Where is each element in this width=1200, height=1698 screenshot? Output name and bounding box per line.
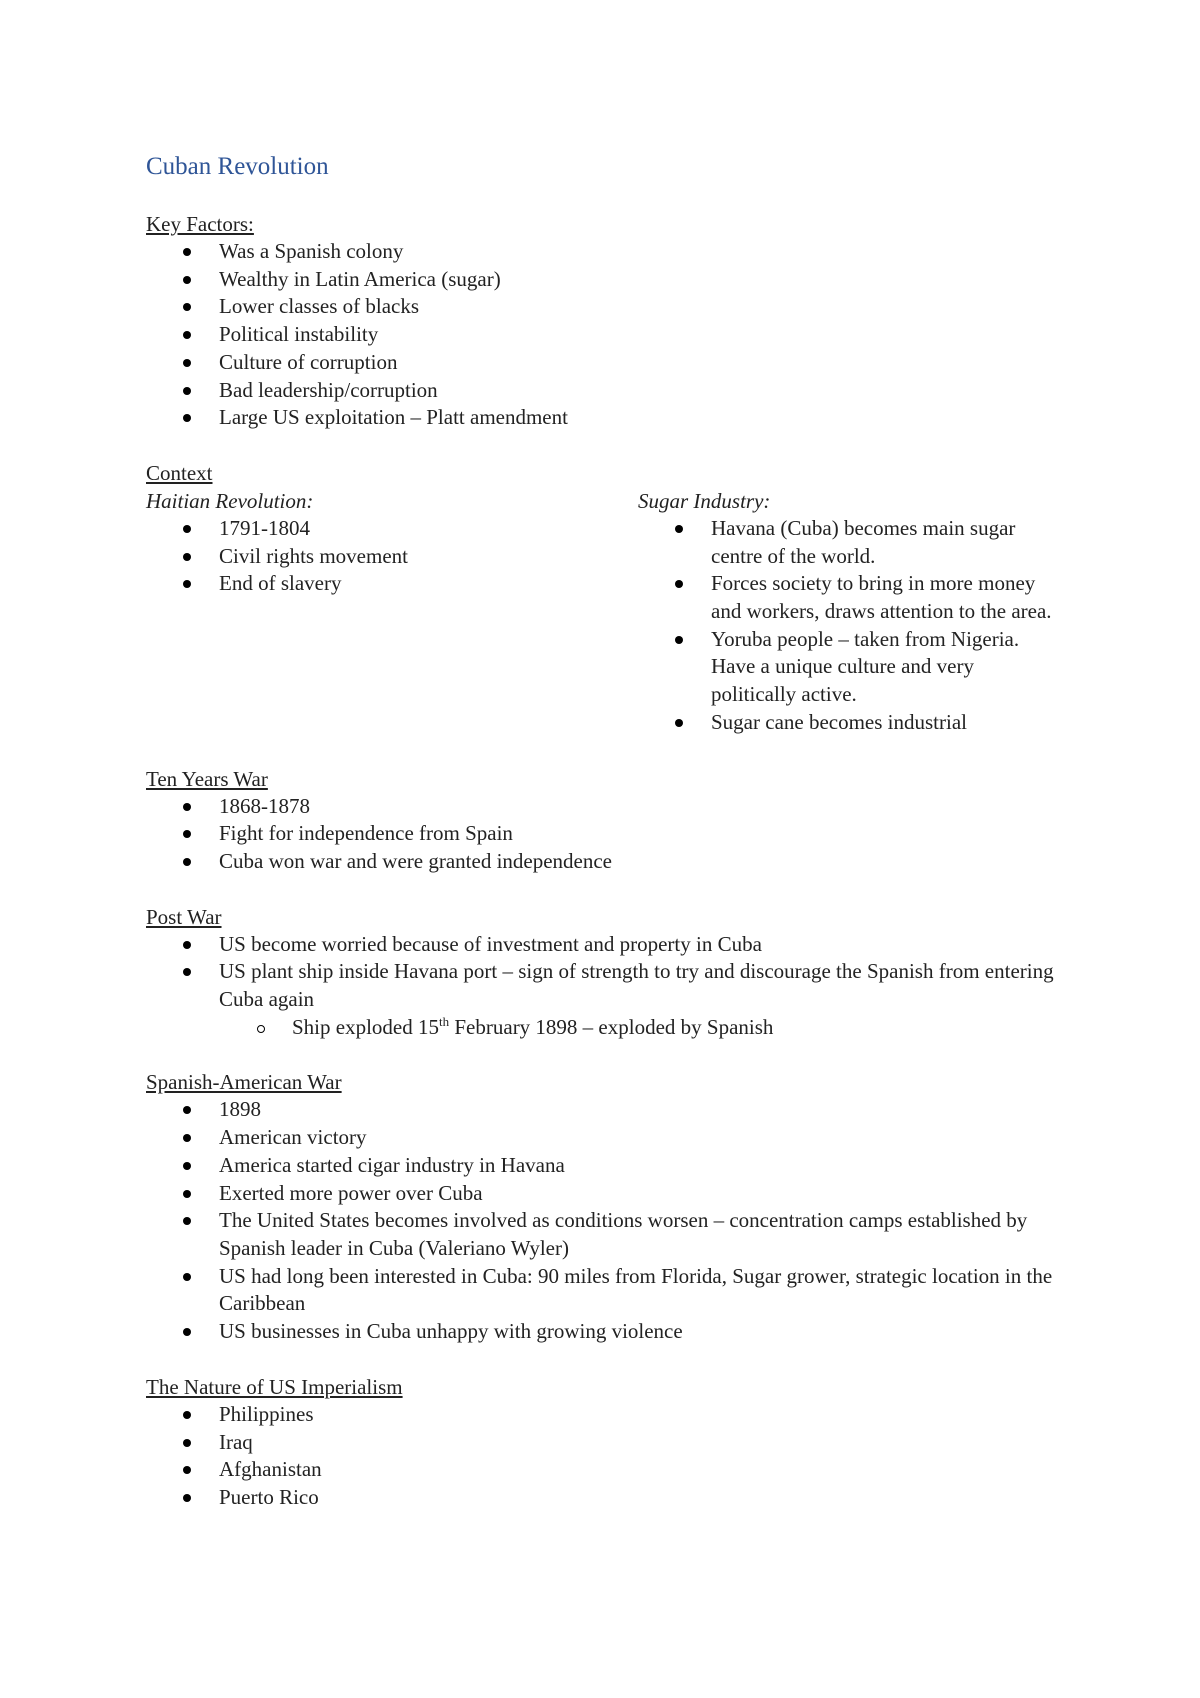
list-item: Civil rights movement (146, 543, 638, 571)
section-heading: Ten Years War (146, 766, 268, 791)
list-item: American victory (146, 1124, 1096, 1152)
list-item: 1868-1878 (146, 793, 1096, 821)
section-context (146, 459, 1096, 737)
bullet-list (146, 238, 1096, 432)
list-item: Lower classes of blacks (146, 293, 1096, 321)
list-item: Bad leadership/corruption (146, 377, 1096, 405)
subheading: Sugar Industry: (638, 488, 771, 513)
subheading: Haitian Revolution: (146, 488, 314, 513)
list-item: Forces society to bring in more money and workers, draws attention to the area. (638, 570, 1058, 625)
list-item: 1791-1804 (146, 515, 638, 543)
list-item: Puerto Rico (146, 1484, 1096, 1512)
list-item: Wealthy in Latin America (sugar) (146, 266, 1096, 294)
list-item: The United States becomes involved as conditions worsen – concentration camps established by Spanish leader in Cuba (Valeriano Wyler) (146, 1207, 1096, 1262)
list-item: US businesses in Cuba unhappy with growing violence (146, 1318, 1096, 1346)
list-item: US become worried because of investment and property in Cuba (146, 931, 1096, 959)
sub-list-item (146, 1014, 1096, 1042)
list-item: End of slavery (146, 570, 638, 598)
section-heading: Spanish-American War (146, 1070, 342, 1095)
section-heading: Context (146, 460, 213, 485)
section-heading: Key Factors: (146, 212, 254, 236)
sub-item-text-end: February 1898 – exploded by Spanish (449, 1014, 774, 1039)
list-item: Sugar cane becomes industrial (638, 709, 1058, 737)
sub-item-text: Ship exploded 15 (292, 1014, 439, 1039)
sub-bullet-list (146, 1014, 1096, 1042)
bullet-list (146, 515, 638, 598)
context-columns (146, 487, 1096, 737)
section-ten-years-war (146, 765, 1096, 876)
section-spanish-american-war (146, 1068, 1096, 1345)
list-item: Iraq (146, 1429, 1096, 1457)
list-item: Yoruba people – taken from Nigeria. Have a unique culture and very politically active. (638, 626, 1058, 709)
list-item: Was a Spanish colony (146, 238, 1096, 266)
list-item: America started cigar industry in Havana (146, 1152, 1096, 1180)
list-item: Exerted more power over Cuba (146, 1180, 1096, 1208)
list-item: Culture of corruption (146, 349, 1096, 377)
list-item: 1898 (146, 1096, 1096, 1124)
list-item: Philippines (146, 1401, 1096, 1429)
column-sugar-industry (638, 487, 1058, 737)
bullet-list (146, 1096, 1096, 1345)
list-item: Havana (Cuba) becomes main sugar centre of the world. (638, 515, 1058, 570)
bullet-list (146, 1401, 1096, 1512)
list-item: Cuba won war and were granted independence (146, 848, 1096, 876)
section-us-imperialism (146, 1373, 1096, 1512)
section-post-war (146, 903, 1096, 1042)
section-heading: The Nature of US Imperialism (146, 1374, 403, 1399)
column-haitian-revolution (146, 487, 638, 737)
bullet-list (146, 793, 1096, 876)
list-item: Fight for independence from Spain (146, 820, 1096, 848)
section-key-factors (146, 210, 1096, 432)
list-item: Afghanistan (146, 1456, 1096, 1484)
list-item: US plant ship inside Havana port – sign of strength to try and discourage the Spanish from entering Cuba again (146, 958, 1096, 1013)
list-item: Large US exploitation – Platt amendment (146, 404, 1096, 432)
ordinal-suffix: th (439, 1013, 450, 1029)
list-item: Political instability (146, 321, 1096, 349)
bullet-list (638, 515, 1058, 737)
bullet-list (146, 931, 1096, 1014)
list-item: US had long been interested in Cuba: 90 miles from Florida, Sugar grower, strategic location in the Caribbean (146, 1263, 1096, 1318)
page-title: Cuban Revolution (146, 153, 329, 180)
document-content (146, 150, 1096, 1539)
section-heading: Post War (146, 904, 222, 929)
